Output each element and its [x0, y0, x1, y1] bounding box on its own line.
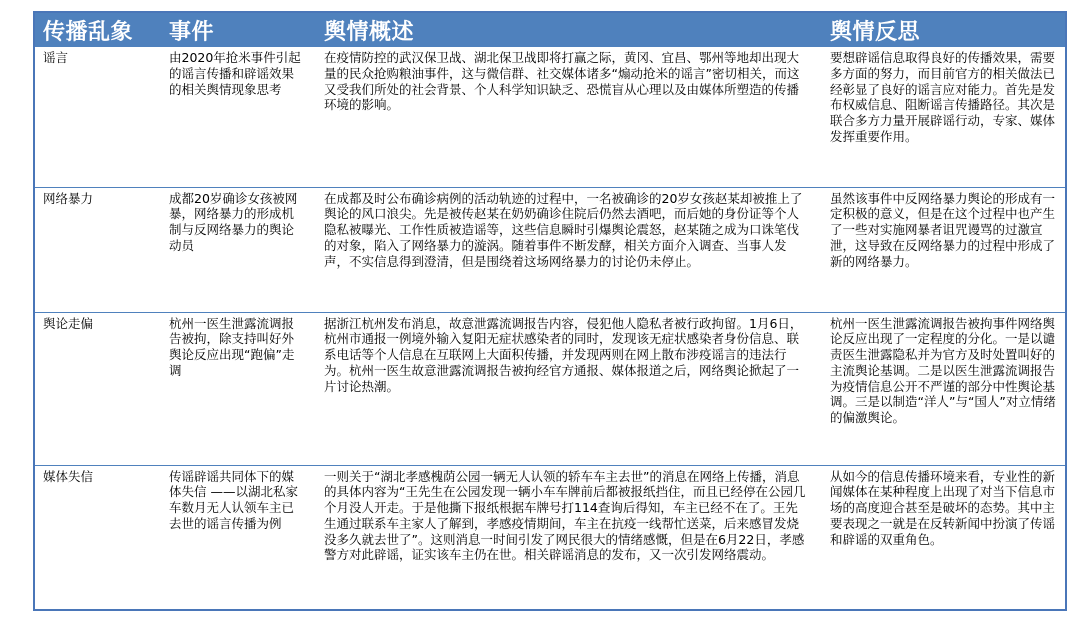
cell-category: 谣言 [43, 50, 69, 65]
public-opinion-table [35, 13, 1065, 612]
cell-reflection: 要想辟谣信息取得良好的传播效果，需要多方面的努力，而目前官方的相关做法已经彰显了良好的谣言应对能力。首先是发布权威信息、阻断谣言传播路径。其次是联合多方力量开展辟谣行动，专家、媒体发挥重要作用。 [830, 50, 1056, 144]
cell-reflection: 虽然该事件中反网络暴力舆论的形成有一定积极的意义，但是在这个过程中也产生了一些对实施网暴者诅咒谩骂的过激宣泄，这导致在反网络暴力的过程中形成了新的网络暴力。 [818, 187, 1065, 312]
cell-overview: 据浙江杭州发布消息，故意泄露流调报告内容，侵犯他人隐私者被行政拘留。1月6日，杭州市通报一例境外输入复阳无症状感染者的同时，发现该无症状感染者身份信息、联系电话等个人信息在互联网上大面积传播，并发现两则在网上散布涉疫谣言的违法行为。杭州一医生故意泄露流调报告被拘经官方通报、媒体报道之后，网络舆论掀起了一片讨论热潮。 [312, 312, 818, 465]
cell-event: 杭州一医生泄露流调报告被拘，除支持叫好外舆论反应出现“跑偏”走调 [161, 312, 312, 465]
cell-category: 舆论走偏 [35, 312, 161, 465]
cell-event: 传谣辟谣共同体下的媒体失信 ——以湖北私家车数月无人认领车主已去世的谣言传播为例 [161, 465, 312, 612]
table-row [35, 465, 1065, 612]
table-row [35, 187, 1065, 312]
header-overview: 舆情概述 [324, 19, 415, 45]
cell-overview: 在疫情防控的武汉保卫战、湖北保卫战即将打赢之际，黄冈、宜昌、鄂州等地却出现大量的民众抢购粮油事件，这与微信群、社交媒体诸多“煽动抢米的谣言”密切相关，而这又受我们所处的社会背景、个人科学知识缺乏、恐慌盲从心理以及由媒体所塑造的传播环境的影响。 [324, 50, 800, 113]
cell-event: 由2020年抢米事件引起的谣言传播和辟谣效果的相关舆情现象思考 [169, 50, 301, 97]
table-header-row [35, 13, 1065, 47]
header-event: 事件 [169, 19, 215, 45]
cell-category: 网络暴力 [35, 187, 161, 312]
cell-overview: 一则关于“湖北孝感槐荫公园一辆无人认领的轿车车主去世”的消息在网络上传播，消息的具体内容为“王先生在公园发现一辆小车车牌前后都被报纸挡住，而且已经停在公园几个月没人开走。于是他撕下报纸根据车牌号打114查询后得知，车主已经不在了。王先生通过联系车主家人了解到，孝感疫情期间，车主在抗疫一线帮忙送菜，后来感冒发烧没多久就去世了”。这则消息一时间引发了网民很大的情绪感慨，但是在6月22日，孝感警方对此辟谣，证实该车主仍在世。相关辟谣消息的发布，又一次引发网络震动。 [312, 465, 818, 612]
header-category: 传播乱象 [43, 19, 134, 45]
table-row [35, 312, 1065, 465]
cell-reflection: 杭州一医生泄露流调报告被拘事件网络舆论反应出现了一定程度的分化。一是以谴责医生泄露隐私并为官方及时处置叫好的主流舆论基调。二是以医生泄露流调报告为疫情信息公开不严谨的部分中性舆论基调。三是以制造“洋人”与“国人”对立情绪的偏激舆论。 [818, 312, 1065, 465]
header-reflection: 舆情反思 [830, 19, 921, 45]
public-opinion-table-frame [33, 11, 1067, 611]
cell-category: 媒体失信 [35, 465, 161, 612]
cell-event: 成都20岁确诊女孩被网暴，网络暴力的形成机制与反网络暴力的舆论动员 [161, 187, 312, 312]
cell-overview: 在成都及时公布确诊病例的活动轨迹的过程中，一名被确诊的20岁女孩赵某却被推上了舆论的风口浪尖。先是被传赵某在奶奶确诊住院后仍然去酒吧，而后她的身份证等个人隐私被曝光、工作性质被造谣等，这些信息瞬时引爆舆论震怒，赵某随之成为口诛笔伐的对象，陷入了网络暴力的漩涡。随着事件不断发酵，相关方面介入调查、当事人发声，不实信息得到澄清，但是围绕着这场网络暴力的讨论仍未停止。 [312, 187, 818, 312]
cell-reflection: 从如今的信息传播环境来看，专业性的新闻媒体在某种程度上出现了对当下信息市场的高度迎合甚至是破坏的态势。其中主要表现之一就是在反转新闻中扮演了传谣和辟谣的双重角色。 [818, 465, 1065, 612]
table-row [35, 47, 1065, 187]
